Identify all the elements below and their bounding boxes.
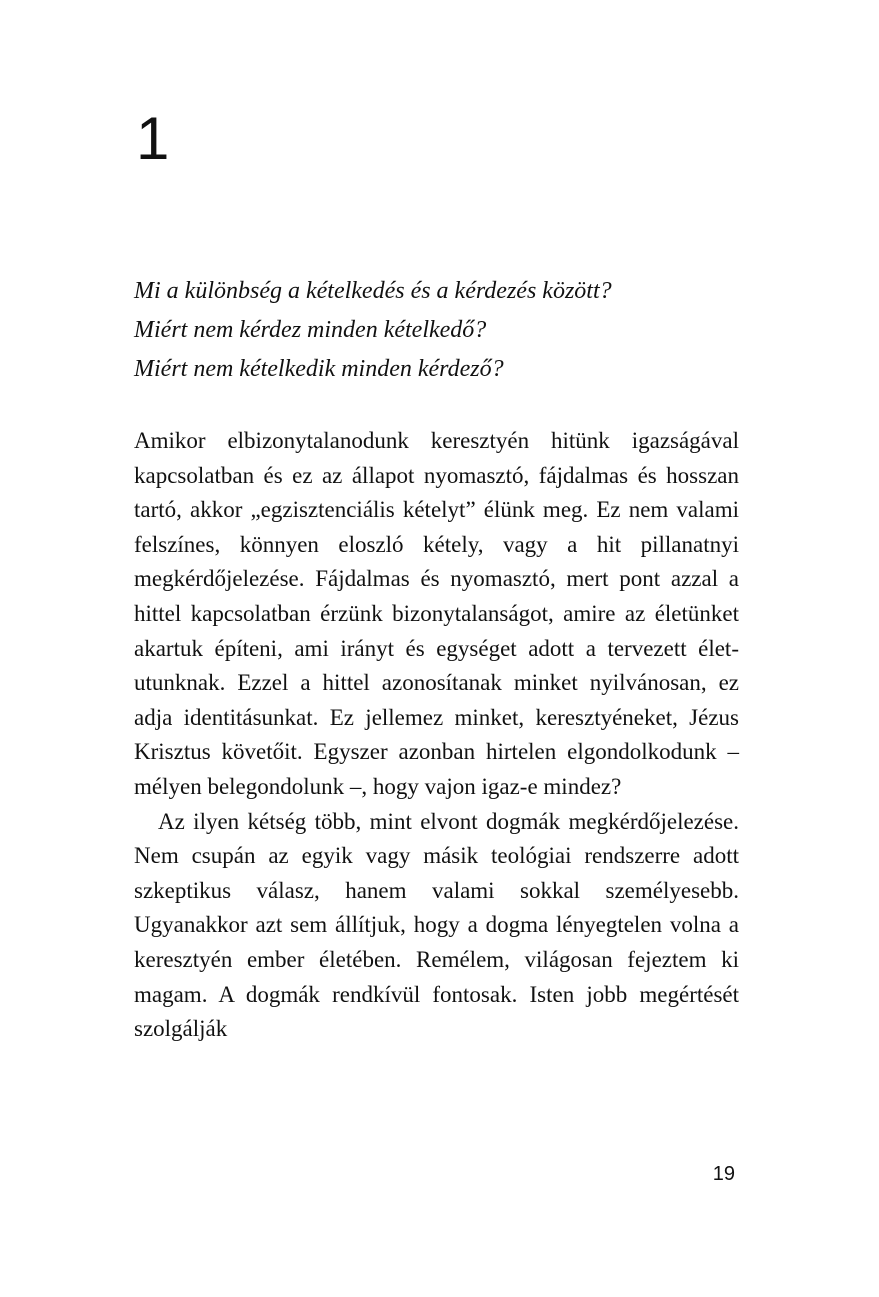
paragraph: Az ilyen kétség több, mint elvont dogmák megkérdőjelezése. Nem csupán az egyik vagy másik teológiai rendszerre adott szkeptikus válasz, hanem valami sokkal személyesebb. Ugyanakkor azt sem állítjuk, hogy a dogma lényegtelen volna a keresztyén ember életében. Remélem, világosan fejeztem ki magam. A dogmák rendkívül fontosak. Isten jobb megértését szolgálják (134, 808, 739, 1042)
paragraph: Amikor elbizonytalanodunk keresztyén hitünk igazságával kapcsolatban és ez az állapot nyomasztó, fájdalmas és hosszan tartó, akkor „egzisztenciális kételyt” élünk meg. Ez nem valami felszínes, könnyen eloszló kétely, vagy a hit pillanatnyi megkérdőjelezése. Fájdalmas és nyomasztó, mert pont azzal a hittel kapcsolatban érzünk bizonytalanságot, amire az életünket akartuk építeni, ami irányt és egységet adott a tervezett életutunknak. Ezzel a hittel azonosítanak minket nyilvánosan, ez adja identitásunkat. Ez jellemez minket, keresztyéneket, Jézus Krisztus követőit. Egyszer azonban hirtelen elgondolkodunk – mélyen belegondolunk –, hogy vajon igaz-e mindez? (134, 428, 739, 799)
page-number: 19 (712, 1163, 735, 1185)
chapter-questions (134, 272, 754, 389)
question-line: Miért nem kételkedik minden kérdező? (134, 356, 504, 382)
question-line: Miért nem kérdez minden kételkedő? (134, 317, 487, 343)
question-line: Mi a különbség a kételkedés és a kérdezés között? (134, 278, 612, 304)
chapter-number: 1 (136, 105, 170, 172)
body-text (134, 424, 739, 1047)
